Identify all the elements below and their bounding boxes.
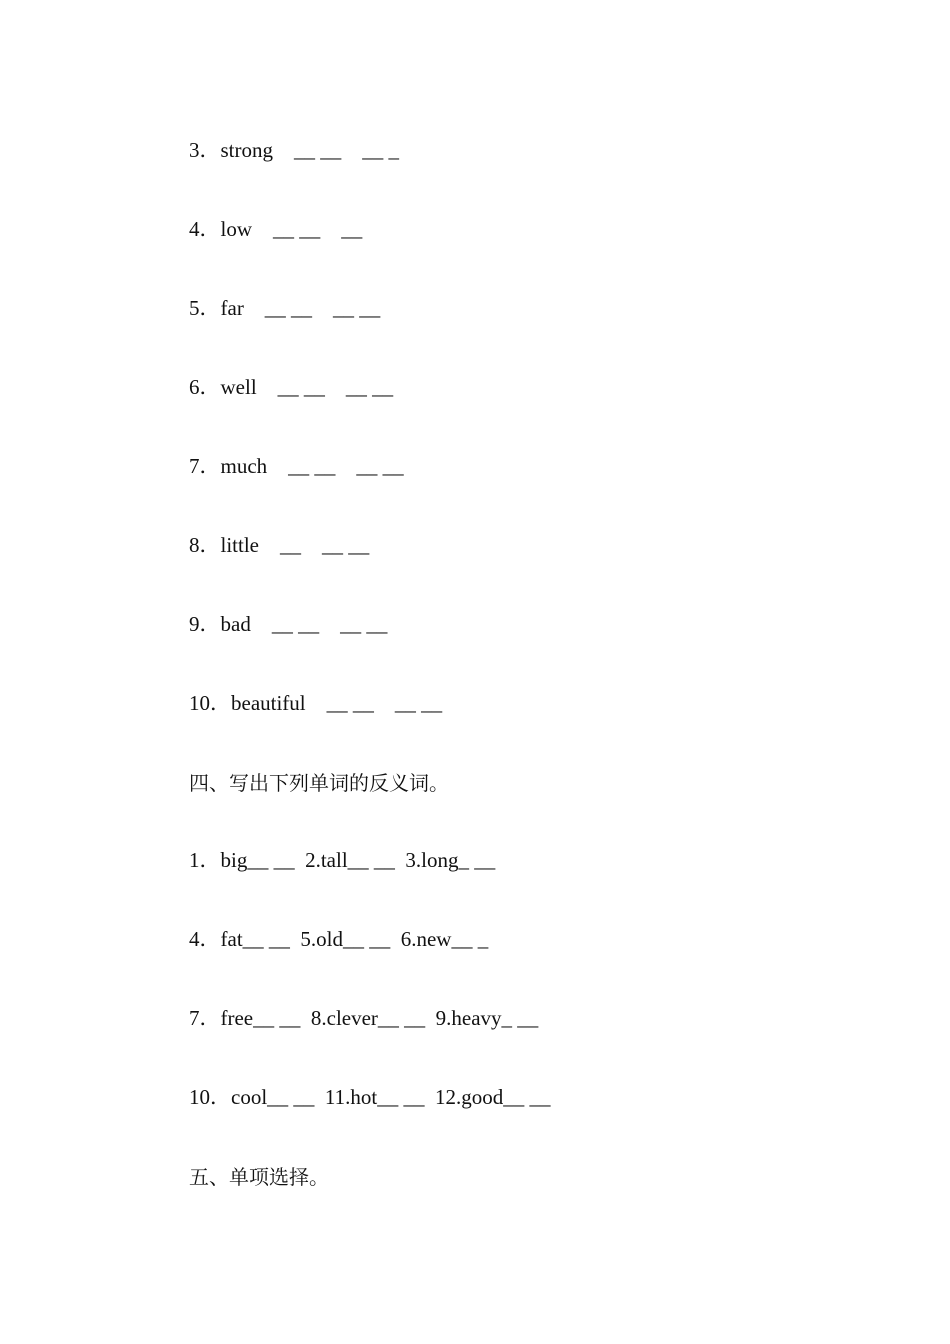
comparative-item-9: 9．bad __ __ __ __ bbox=[189, 612, 388, 636]
antonym-row-2: 4．fat__ __ 5.old__ __ 6.new__ _ bbox=[189, 927, 489, 951]
comparative-item-6: 6．well __ __ __ __ bbox=[189, 375, 394, 399]
comparative-item-4: 4．low __ __ __ bbox=[189, 217, 363, 241]
comparative-item-3: 3．strong __ __ __ _ bbox=[189, 138, 399, 162]
antonym-row-3: 7．free__ __ 8.clever__ __ 9.heavy_ __ bbox=[189, 1006, 539, 1030]
comparative-item-7: 7．much __ __ __ __ bbox=[189, 454, 404, 478]
antonym-row-1: 1．big__ __ 2.tall__ __ 3.long_ __ bbox=[189, 848, 496, 872]
section-4-heading: 四、写出下列单词的反义词。 bbox=[189, 771, 449, 795]
comparative-item-8: 8．little __ __ __ bbox=[189, 533, 370, 557]
antonym-row-4: 10．cool__ __ 11.hot__ __ 12.good__ __ bbox=[189, 1085, 551, 1109]
comparative-item-10: 10．beautiful __ __ __ __ bbox=[189, 691, 443, 715]
comparative-item-5: 5．far __ __ __ __ bbox=[189, 296, 381, 320]
section-5-heading: 五、单项选择。 bbox=[189, 1165, 329, 1189]
